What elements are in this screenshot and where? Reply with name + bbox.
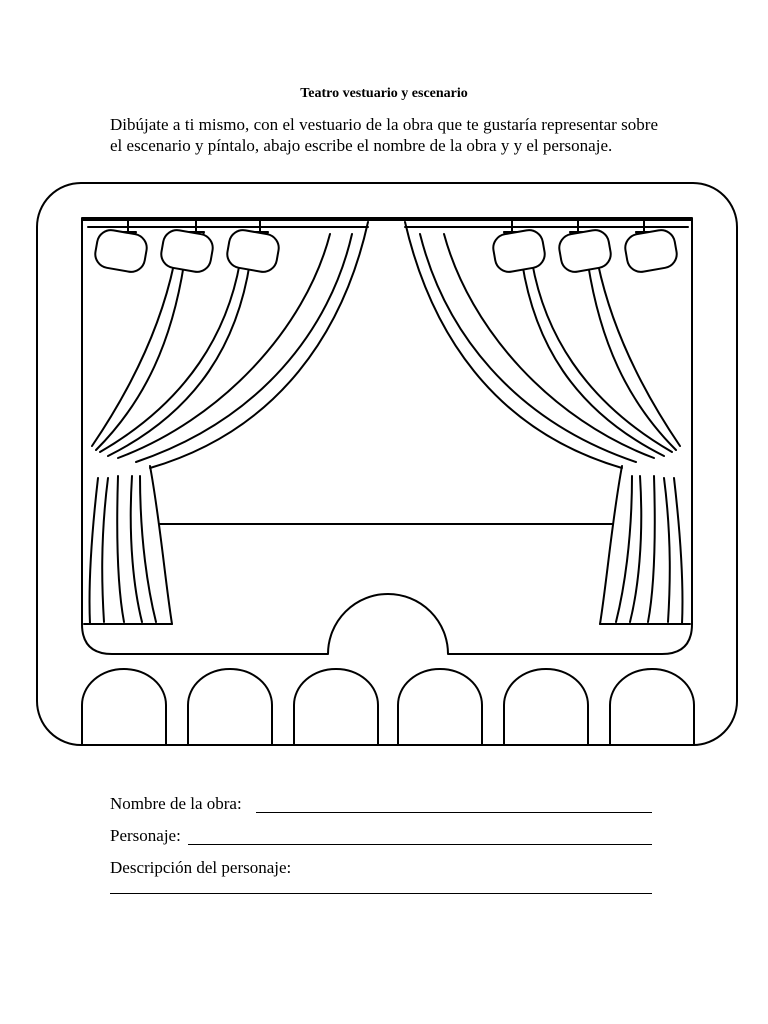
character-description-label: Descripción del personaje: bbox=[110, 858, 292, 877]
character-description-blank[interactable] bbox=[110, 893, 652, 894]
character-label: Personaje: bbox=[110, 826, 181, 845]
character-blank[interactable] bbox=[188, 844, 652, 845]
instructions-text: Dibújate a ti mismo, con el vestuario de la obra que te gustaría representar sobre el escenario y píntalo, abajo escribe el nombre de la obra y y el personaje. bbox=[110, 115, 658, 155]
theater-stage-illustration bbox=[30, 176, 740, 748]
play-name-blank[interactable] bbox=[256, 812, 652, 813]
play-name-label: Nombre de la obra: bbox=[110, 794, 242, 813]
worksheet-title: Teatro vestuario y escenario bbox=[300, 86, 468, 101]
